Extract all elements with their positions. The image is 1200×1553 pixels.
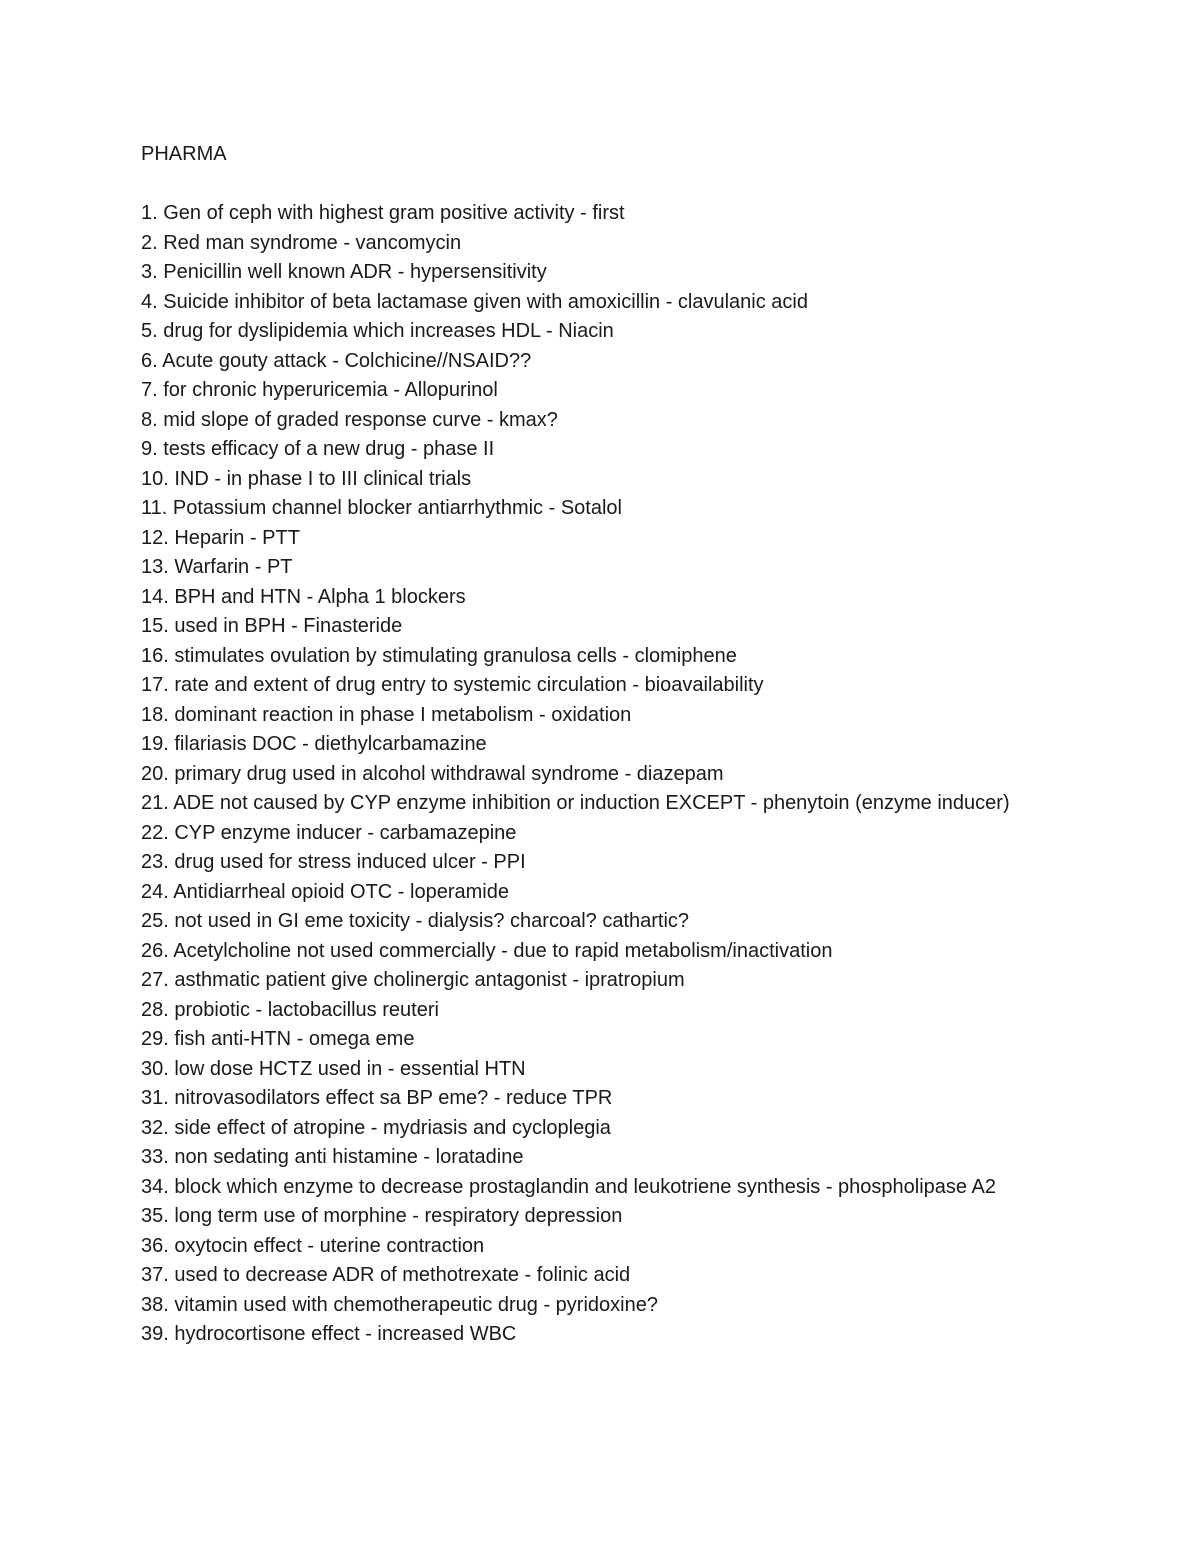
- list-item: 1. Gen of ceph with highest gram positive activity - first: [141, 202, 625, 224]
- list-item: 10. IND - in phase I to III clinical trials: [141, 467, 472, 490]
- list-item: 35. long term use of morphine - respiratory depression: [141, 1205, 623, 1227]
- list-item: 7. for chronic hyperuricemia - Allopurinol: [141, 379, 498, 401]
- list-item: 22. CYP enzyme inducer - carbamazepine: [141, 821, 517, 844]
- list-item: 24. Antidiarrheal opioid OTC - loperamide: [141, 880, 509, 903]
- list-item: 19. filariasis DOC - diethylcarbamazine: [141, 733, 487, 755]
- list-item: 31. nitrovasodilators effect sa BP eme? - reduce TPR: [141, 1087, 613, 1109]
- list-item: 27. asthmatic patient give cholinergic antagonist - ipratropium: [141, 969, 685, 991]
- list-item: 20. primary drug used in alcohol withdrawal syndrome - diazepam: [141, 762, 724, 785]
- document-title: PHARMA: [141, 143, 227, 165]
- list-item: 18. dominant reaction in phase I metabolism - oxidation: [141, 703, 632, 726]
- list-item: 13. Warfarin - PT: [141, 556, 293, 578]
- list-item: 36. oxytocin effect - uterine contraction: [141, 1234, 485, 1257]
- list-item: 30. low dose HCTZ used in - essential HTN: [141, 1057, 526, 1080]
- list-item: 15. used in BPH - Finasteride: [141, 615, 403, 637]
- blank-line: [141, 170, 1061, 200]
- list-item: 28. probiotic - lactobacillus reuteri: [141, 998, 439, 1021]
- list-item: 5. drug for dyslipidemia which increases HDL - Niacin: [141, 320, 614, 342]
- list-item: 6. Acute gouty attack - Colchicine//NSAID??: [141, 349, 532, 372]
- list-item: 2. Red man syndrome - vancomycin: [141, 231, 462, 254]
- list-item: 38. vitamin used with chemotherapeutic drug - pyridoxine?: [141, 1293, 658, 1316]
- list-item: 11. Potassium channel blocker antiarrhythmic - Sotalol: [141, 497, 622, 519]
- list-item: 16. stimulates ovulation by stimulating granulosa cells - clomiphene: [141, 644, 737, 667]
- list-item: 39. hydrocortisone effect - increased WBC: [141, 1323, 517, 1345]
- list-item: 32. side effect of atropine - mydriasis and cycloplegia: [141, 1116, 611, 1139]
- list-item: 26. Acetylcholine not used commercially - due to rapid metabolism/inactivation: [141, 939, 833, 962]
- list-item: 29. fish anti-HTN - omega eme: [141, 1028, 415, 1050]
- numbered-list: [141, 199, 1061, 1350]
- list-item: 34. block which enzyme to decrease prostaglandin and leukotriene synthesis - phospholipase A2: [141, 1175, 996, 1198]
- list-item: 8. mid slope of graded response curve - kmax?: [141, 408, 558, 431]
- list-item: 21. ADE not caused by CYP enzyme inhibition or induction EXCEPT - phenytoin (enzyme inducer): [141, 792, 1010, 814]
- list-item: 4. Suicide inhibitor of beta lactamase given with amoxicillin - clavulanic acid: [141, 290, 808, 313]
- list-item: 37. used to decrease ADR of methotrexate - folinic acid: [141, 1264, 631, 1286]
- list-item: 14. BPH and HTN - Alpha 1 blockers: [141, 585, 466, 608]
- list-item: 25. not used in GI eme toxicity - dialysis? charcoal? cathartic?: [141, 910, 690, 932]
- document-body: [141, 140, 1061, 1350]
- list-item: 33. non sedating anti histamine - loratadine: [141, 1146, 524, 1168]
- list-item: 23. drug used for stress induced ulcer - PPI: [141, 851, 526, 873]
- list-item: 9. tests efficacy of a new drug - phase II: [141, 438, 495, 460]
- list-item: 17. rate and extent of drug entry to systemic circulation - bioavailability: [141, 674, 764, 696]
- list-item: 12. Heparin - PTT: [141, 526, 300, 549]
- list-item: 3. Penicillin well known ADR - hypersensitivity: [141, 261, 547, 283]
